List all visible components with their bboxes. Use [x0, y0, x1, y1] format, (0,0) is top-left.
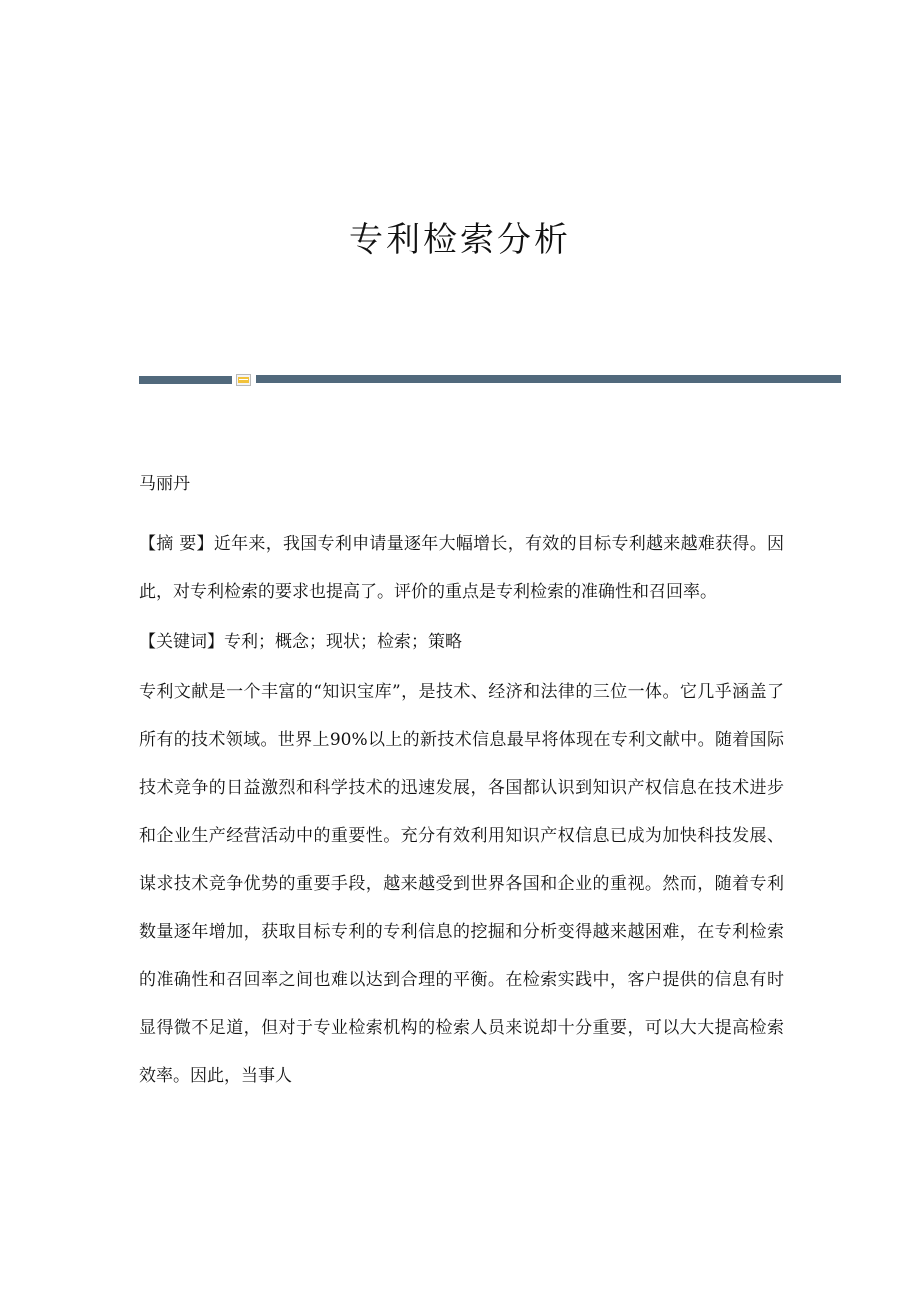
document-emblem-icon	[236, 374, 251, 386]
keywords-label: 【关键词】	[139, 632, 224, 652]
title-divider	[139, 374, 841, 386]
divider-bar-left	[139, 376, 232, 384]
keywords-text: 专利；概念；现状；检索；策略	[224, 632, 462, 652]
abstract-paragraph	[139, 520, 784, 616]
document-body	[139, 468, 784, 1100]
divider-bar-right	[256, 375, 841, 383]
document-title: 专利检索分析	[349, 220, 571, 260]
keywords-paragraph	[139, 618, 784, 666]
author-name: 马丽丹	[139, 474, 190, 494]
body-paragraph: 专利文献是一个丰富的“知识宝库”，是技术、经济和法律的三位一体。它几乎涵盖了所有的技术领域。世界上90%以上的新技术信息最早将体现在专利文献中。随着国际技术竞争的日益激烈和科学技术的迅速发展，各国都认识到知识产权信息在技术进步和企业生产经营活动中的重要性。充分有效利用知识产权信息已成为加快科技发展、谋求技术竞争优势的重要手段，越来越受到世界各国和企业的重视。然而，随着专利数量逐年增加，获取目标专利的专利信息的挖掘和分析变得越来越困难，在专利检索的准确性和召回率之间也难以达到合理的平衡。在检索实践中，客户提供的信息有时显得微不足道，但对于专业检索机构的检索人员来说却十分重要，可以大大提高检索效率。因此，当事人	[139, 682, 784, 1086]
abstract-label: 【摘 要】	[139, 534, 214, 554]
abstract-text: 近年来，我国专利申请量逐年大幅增长，有效的目标专利越来越难获得。因此，对专利检索的要求也提高了。评价的重点是专利检索的准确性和召回率。	[139, 534, 785, 602]
